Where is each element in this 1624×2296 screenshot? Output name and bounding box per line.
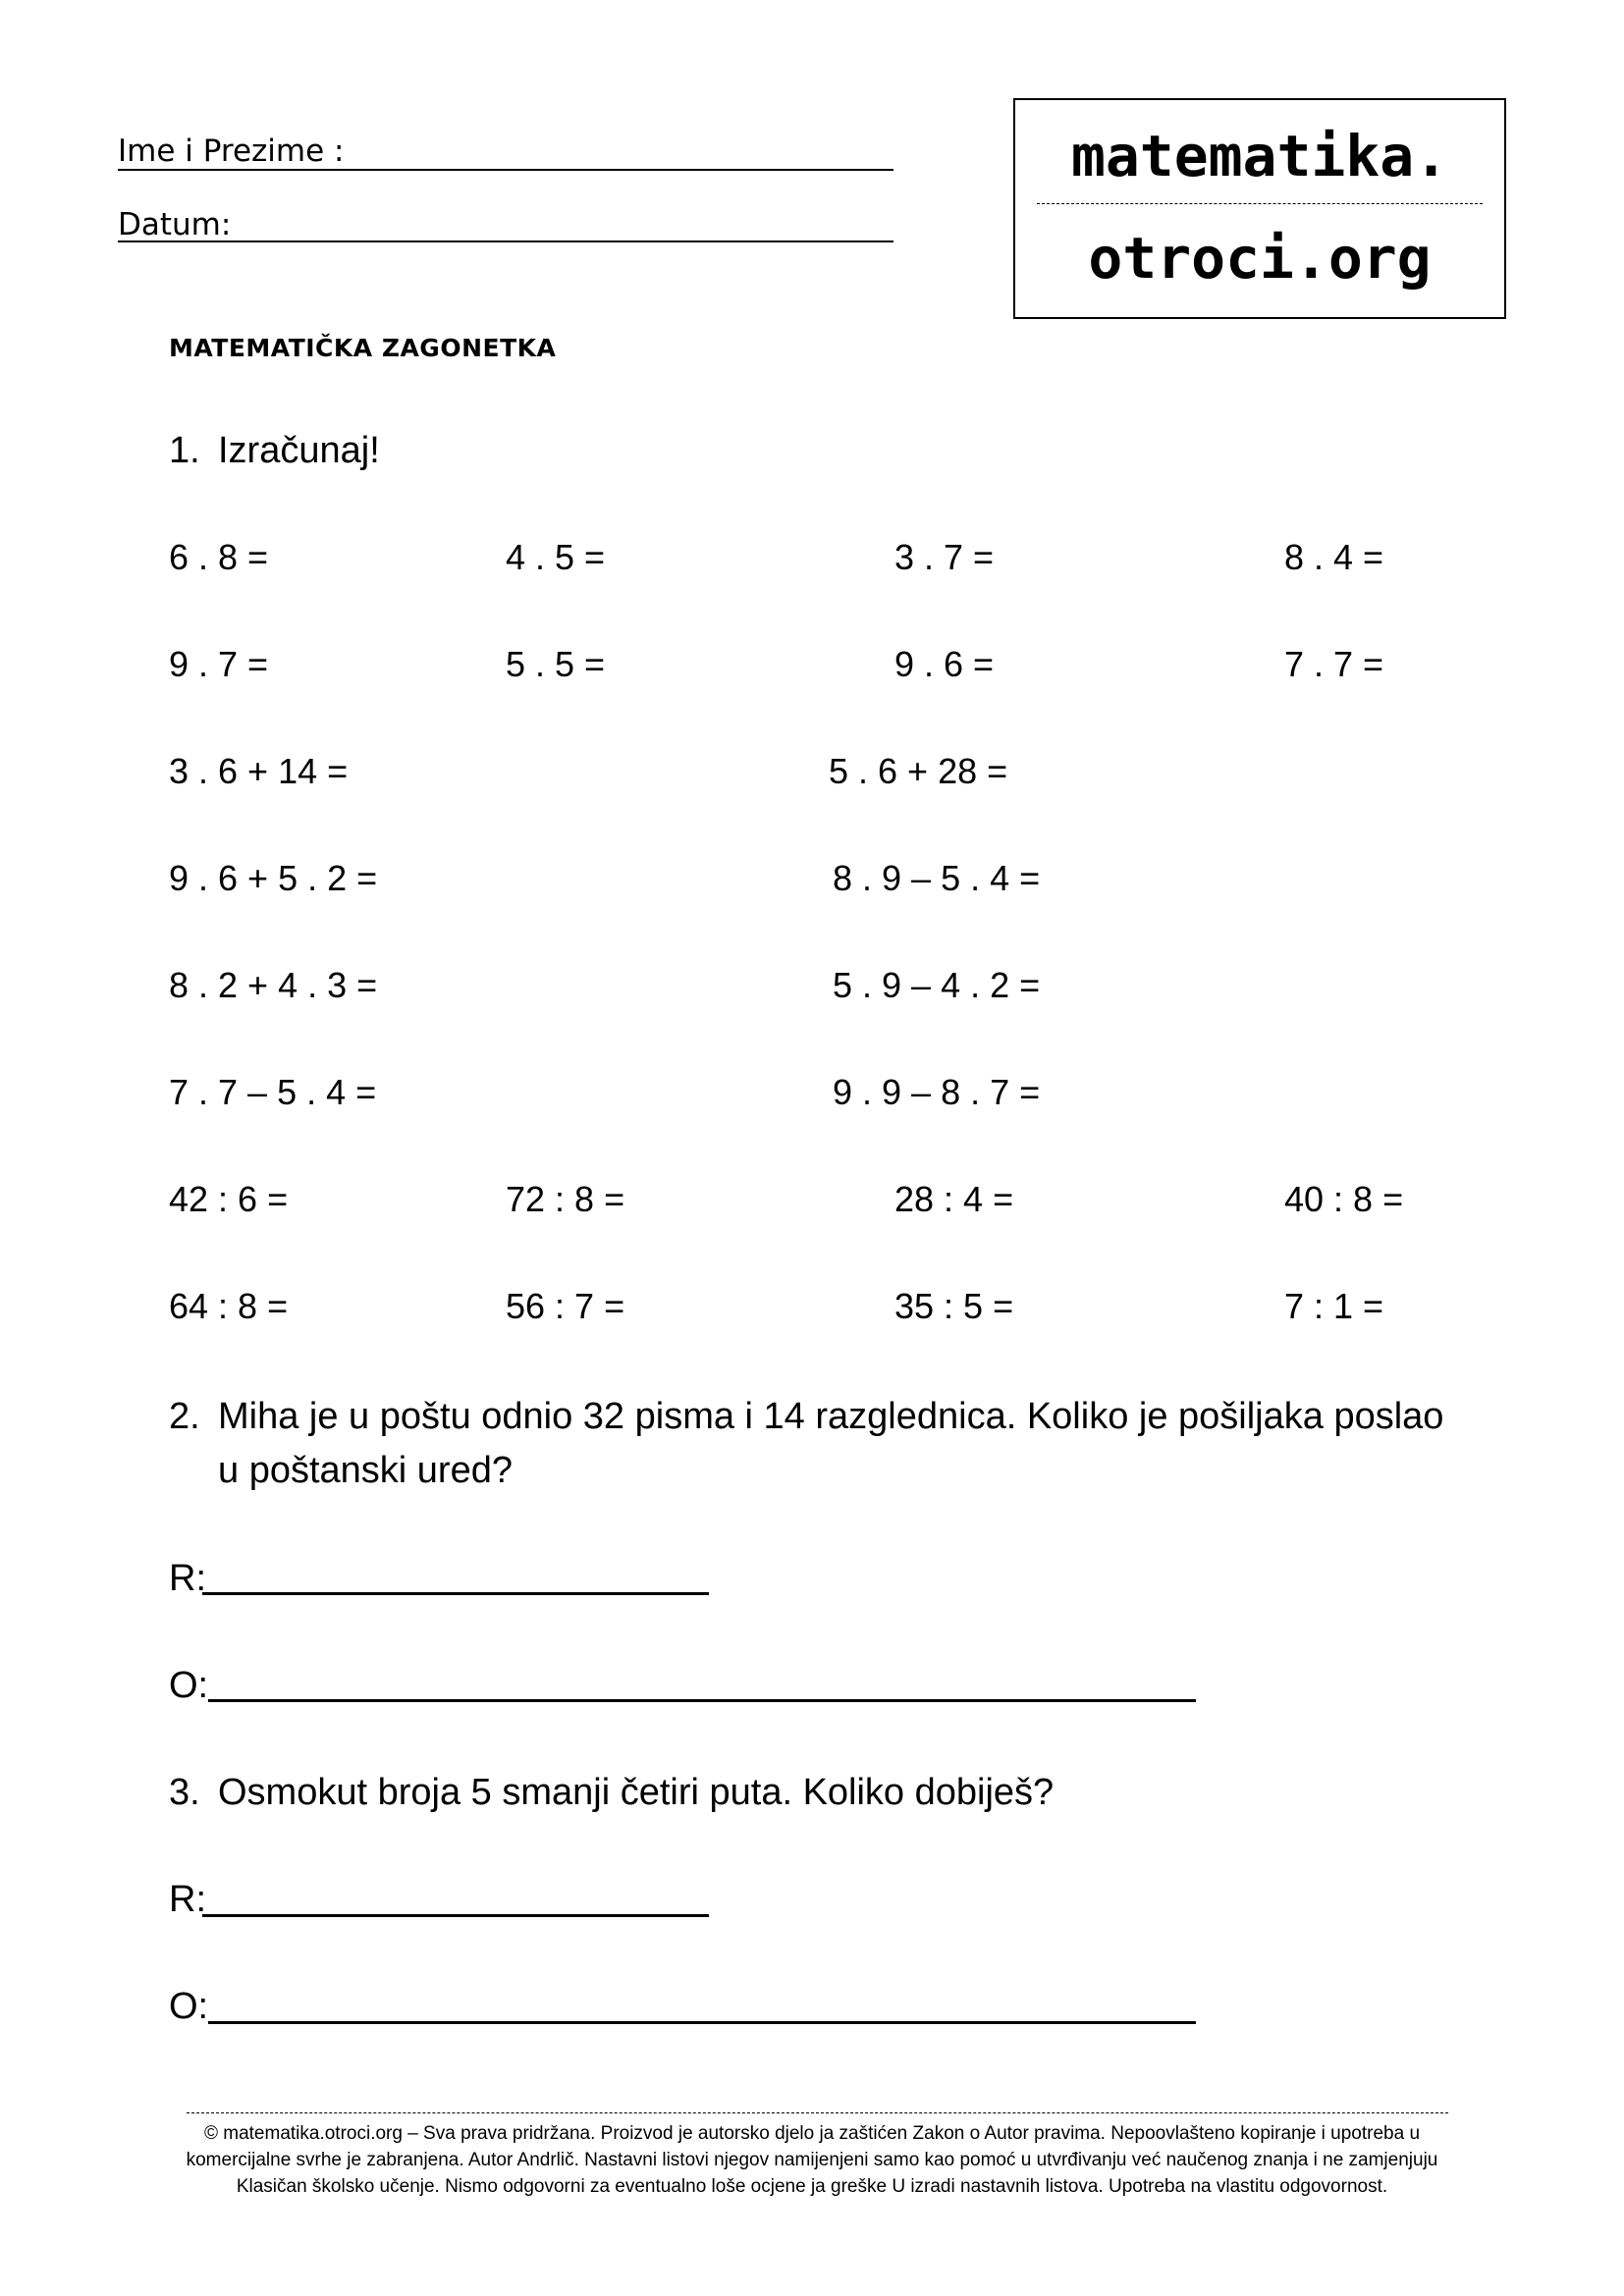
- equation: 8 . 9 – 5 . 4 =: [833, 858, 1041, 898]
- date-label: Datum:: [118, 207, 232, 242]
- date-underline: [118, 240, 893, 242]
- footer-line3: Klasičan školsko učenje. Nismo odgovorni za eventualno loše ocjene ja greške U izradi nastavnih listova. Upotreba na vlastitu odgovornost.: [236, 2176, 1388, 2197]
- equation: 42 : 6 =: [169, 1179, 289, 1219]
- task1-number: 1.: [169, 430, 200, 471]
- equation: 7 : 1 =: [1284, 1286, 1384, 1326]
- equation: 9 . 7 =: [169, 644, 269, 684]
- equation: 8 . 4 =: [1284, 537, 1384, 577]
- logo-divider: [1037, 203, 1483, 204]
- task2-r-answer-line[interactable]: [202, 1592, 709, 1595]
- logo-line1: matematika.: [1070, 123, 1449, 189]
- task3-number: 3.: [169, 1772, 200, 1813]
- equation: 9 . 9 – 8 . 7 =: [833, 1072, 1041, 1112]
- worksheet-title: MATEMATIČKA ZAGONETKA: [169, 334, 557, 362]
- task2-o-answer-line[interactable]: [208, 1699, 1196, 1702]
- task2-text-line2: u poštanski ured?: [218, 1450, 513, 1491]
- name-label: Ime i Prezime :: [118, 133, 345, 169]
- task2-number: 2.: [169, 1396, 200, 1437]
- equation: 8 . 2 + 4 . 3 =: [169, 965, 378, 1005]
- footer-line2: komercijalne svrhe je zabranjena. Autor Andrlič. Nastavni listovi njegov namijenjeni samo kao pomoć u utvrđivanju već naučenog znanja i ne zamjenjuju: [186, 2150, 1438, 2170]
- equation: 35 : 5 =: [894, 1286, 1014, 1326]
- task3-r-answer-line[interactable]: [202, 1914, 709, 1917]
- equation: 9 . 6 =: [894, 644, 995, 684]
- footer-divider: [187, 2112, 1448, 2113]
- equation: 28 : 4 =: [894, 1179, 1014, 1219]
- copyright-footer: [128, 2120, 1496, 2200]
- task3-o-answer-line[interactable]: [208, 2021, 1196, 2024]
- task3-o-label: O:: [169, 1986, 209, 2027]
- task3-heading: [169, 1771, 1054, 1814]
- equation: 9 . 6 + 5 . 2 =: [169, 858, 378, 898]
- equation: 7 . 7 =: [1284, 644, 1384, 684]
- task2-heading: [169, 1395, 1443, 1438]
- name-underline: [118, 169, 893, 171]
- equation: 40 : 8 =: [1284, 1179, 1404, 1219]
- equation: 5 . 5 =: [506, 644, 606, 684]
- equation: 4 . 5 =: [506, 537, 606, 577]
- equation: 3 . 6 + 14 =: [169, 751, 349, 791]
- equation: 5 . 9 – 4 . 2 =: [833, 965, 1041, 1005]
- task2-r-label: R:: [169, 1558, 206, 1599]
- equation: 7 . 7 – 5 . 4 =: [169, 1072, 377, 1112]
- equation: 5 . 6 + 28 =: [829, 751, 1008, 791]
- footer-line1: © matematika.otroci.org – Sva prava pridržana. Proizvod je autorsko djelo ja zaštićen Zakon o Autor pravima. Nepoovlašteno kopiranje i upotreba u: [203, 2123, 1421, 2144]
- task3-r-label: R:: [169, 1879, 206, 1920]
- task3-text: Osmokut broja 5 smanji četiri puta. Koliko dobiješ?: [218, 1772, 1055, 1813]
- equation: 6 . 8 =: [169, 537, 269, 577]
- equation: 3 . 7 =: [894, 537, 995, 577]
- task2-text-line1: Miha je u poštu odnio 32 pisma i 14 razglednica. Koliko je pošiljaka poslao: [218, 1396, 1444, 1437]
- logo-line2: otroci.org: [1088, 225, 1432, 292]
- equation: 56 : 7 =: [506, 1286, 625, 1326]
- equation: 72 : 8 =: [506, 1179, 625, 1219]
- task1-text: Izračunaj!: [218, 430, 380, 471]
- site-logo-box: [1013, 98, 1506, 319]
- equation: 64 : 8 =: [169, 1286, 289, 1326]
- task2-o-label: O:: [169, 1665, 209, 1706]
- task1-heading: [169, 429, 380, 472]
